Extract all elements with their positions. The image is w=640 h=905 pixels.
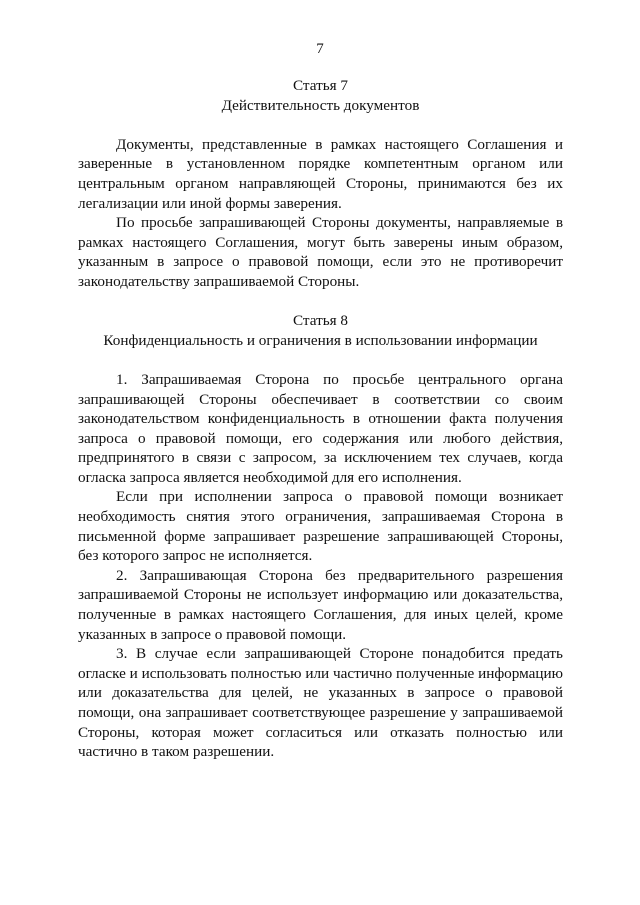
article-8-paragraph-3: 2. Запрашивающая Сторона без предварительного разрешения запрашиваемой Стороны не использует информацию или доказательства, полученные в рамках настоящего Соглашения, для иных целей, кроме указанных в запросе о правовой помощи. xyxy=(78,566,563,643)
article-7-paragraph-1: Документы, представленные в рамках настоящего Соглашения и заверенные в установленном порядке компетентным органом или центральным органом направляющей Стороны, принимаются без их легализации или иной формы заверения. xyxy=(78,135,563,212)
article-7-title: Статья 7 xyxy=(292,77,349,94)
article-7-paragraph-2: По просьбе запрашивающей Стороны документы, направляемые в рамках настоящего Соглашения, могут быть заверены иным образом, указанным в запросе о правовой помощи, если это не противоречит законодательству запрашиваемой Стороны. xyxy=(78,214,563,290)
page-number: 7 xyxy=(316,41,324,57)
article-8-paragraph-4: 3. В случае если запрашивающей Стороне понадобится предать огласке и использовать полностью или частично полученные информацию или доказательства для целей, не указанных в запросе о правовой помощи, она запрашивает соответствующее разрешение у запрашиваемой Стороны, которая может согласиться или отказать полностью или частично в таком разрешении. xyxy=(78,645,563,761)
article-8-subtitle: Конфиденциальность и ограничения в использовании информации xyxy=(103,331,538,349)
document-body xyxy=(78,76,563,762)
article-7-subtitle: Действительность документов xyxy=(221,96,420,114)
article-8-paragraph-1: 1. Запрашиваемая Сторона по просьбе центрального органа запрашивающей Стороны обеспечивает в соответствии со своим законодательством конфиденциальность в отношении факта получения запроса о правовой помощи, его содержания или любого действия, предпринятого в связи с запросом, за исключением тех случаев, когда огласка запроса является необходимой для его исполнения. xyxy=(78,370,563,486)
article-8-title: Статья 8 xyxy=(292,312,349,330)
article-8-paragraph-2: Если при исполнении запроса о правовой помощи возникает необходимость снятия этого ограничения, запрашиваемая Сторона в письменной форме запрашивает разрешение запрашивающей Стороны, без которого запрос не исполняется. xyxy=(78,488,563,565)
